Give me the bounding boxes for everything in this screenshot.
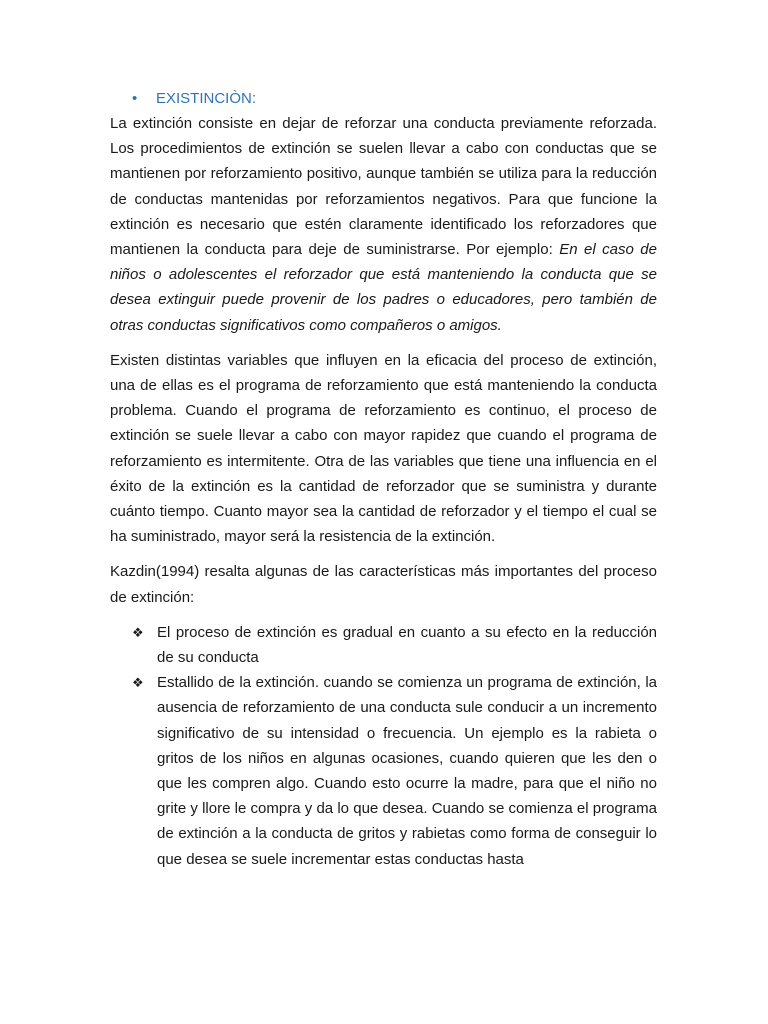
paragraph-definition (110, 111, 657, 338)
paragraph-kazdin: Kazdin(1994) resalta algunas de las características más importantes del proceso de extinción: (110, 563, 657, 606)
paragraph-variables: Existen distintas variables que influyen en la eficacia del proceso de extinción, una de ellas es el programa de reforzamiento que está manteniendo la conducta problema. Cuando el programa de reforzamiento es continuo, el proceso de extinción se suele llevar a cabo con mayor rapidez que cuando el programa de reforzamiento es intermitente. Otra de las variables que tiene una influencia en el éxito de la extinción es la cantidad de reforzador que se suministra y durante cuánto tiempo. Cuanto mayor sea la cantidad de reforzador y el tiempo el cual se ha suministrado, mayor será la resistencia de la extinción. (110, 351, 657, 546)
section-heading (132, 86, 657, 110)
document-page (110, 86, 657, 872)
paragraph-definition-example: En el caso de niños o adolescentes el reforzador que está manteniendo la conducta que se desea extinguir puede provenir de los padres o educadores, pero también de otras conductas significativos como compañeros o amigos. (110, 241, 657, 334)
list-item (132, 620, 657, 670)
diamond-bullet-icon: ❖ (132, 675, 144, 691)
bullet-icon: • (132, 89, 138, 107)
characteristics-list (110, 620, 657, 872)
paragraph-definition-lead: La extinción consiste en dejar de reforzar una conducta previamente reforzada. Los procedimientos de extinción se suelen llevar a cabo con conductas que se mantienen por reforzamiento positivo, aunque también se utiliza para la reducción de conductas mantenidas por reforzamientos negativos. Para que funcione la extinción es necesario que estén claramente identificado los reforzadores que mantienen la conducta para deje de suministrarse. Por ejemplo: (110, 115, 657, 259)
list-item-text: Estallido de la extinción. cuando se comienza un programa de extinción, la ausencia de reforzamiento de una conducta sule conducir a un incremento significativo de su intensidad o frecuencia. Un ejemplo es la rabieta o gritos de los niños en algunas ocasiones, cuando quieren que les den o que les compren algo. Cuando esto ocurre la madre, para que el niño no grite y llore le compra y da lo que desea. Cuando se comienza el programa de extinción a la conducta de gritos y rabietas como forma de conseguir lo que desea se suele incrementar estas conductas hasta (157, 674, 657, 868)
diamond-bullet-icon: ❖ (132, 624, 144, 640)
list-item-text: El proceso de extinción es gradual en cuanto a su efecto en la reducción de su conducta (157, 623, 657, 667)
section-heading-text: EXISTINCIÒN: (156, 89, 257, 107)
list-item (132, 670, 657, 872)
